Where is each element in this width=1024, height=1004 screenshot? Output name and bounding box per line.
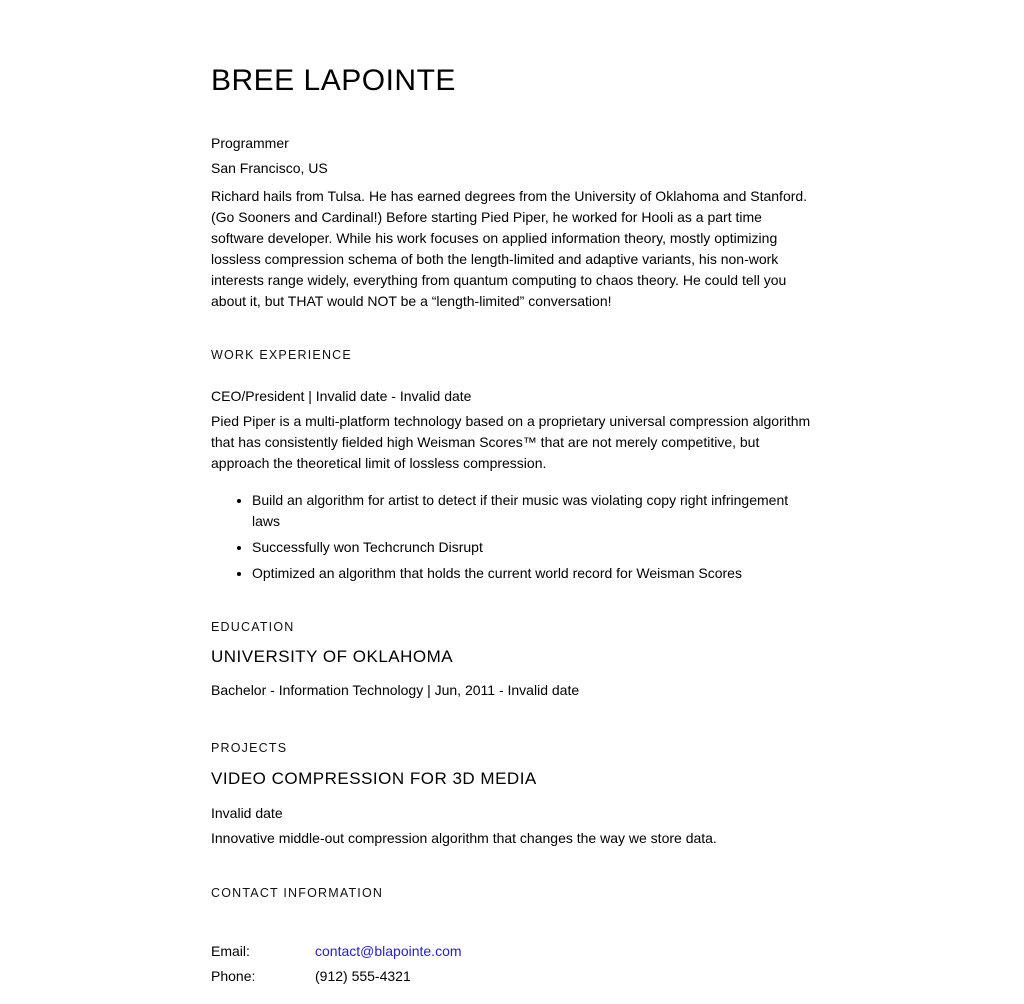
work-highlight-item: • Optimized an algorithm that holds the current world record for Weisman Scores: [252, 563, 812, 584]
section-work-experience: [211, 349, 812, 584]
projects-heading: PROJECTS: [211, 741, 288, 756]
project-date: Invalid date: [211, 805, 283, 822]
phone-label: Phone:: [211, 967, 256, 984]
phone-value: (912) 555-4321: [315, 967, 411, 984]
project-name: VIDEO COMPRESSION FOR 3D MEDIA: [211, 768, 537, 788]
contact-rows: [211, 939, 812, 989]
contact-phone-row: [211, 964, 812, 989]
project-description: Innovative middle-out compression algorithm that changes the way we store data.: [211, 830, 717, 847]
work-highlight-item: • Successfully won Techcrunch Disrupt: [252, 537, 812, 558]
work-experience-heading: WORK EXPERIENCE: [211, 348, 352, 362]
resume-role: Programmer: [211, 135, 289, 151]
work-description: Pied Piper is a multi-platform technology based on a proprietary universal compression algorithm that has consistently fielded high Weisman Scores™ that are not merely competitive, but approach the theoretical limit of lossless compression.: [211, 412, 811, 471]
resume-summary: Richard hails from Tulsa. He has earned degrees from the University of Oklahoma and Stanford. (Go Sooners and Cardinal!) Before starting Pied Piper, he worked for Hooli as a part time software developer. While his work focuses on applied information theory, mostly optimizing lossless compression schema of both the length-limited and adaptive variants, his non-work interests range widely, everything from quantum computing to chaos theory. He could tell you about it, but THAT would NOT be a “length-limited” conversation!: [211, 188, 808, 309]
resume-content: [211, 0, 812, 989]
resume-location: San Francisco, US: [211, 160, 328, 176]
section-contact-information: [211, 887, 812, 989]
resume-name: BREE LAPOINTE: [211, 64, 456, 97]
section-education: [211, 621, 812, 701]
education-heading: EDUCATION: [211, 619, 295, 634]
email-label: Email:: [211, 942, 250, 959]
section-projects: [211, 742, 812, 849]
contact-heading: CONTACT INFORMATION: [211, 886, 384, 901]
work-highlights-list: [211, 490, 812, 584]
contact-email-row: [211, 939, 812, 964]
work-highlight-item: • Build an algorithm for artist to detect if their music was violating copy right infringement laws: [252, 490, 812, 532]
work-position-line: CEO/President | Invalid date - Invalid date: [211, 387, 472, 404]
education-school-name: UNIVERSITY OF OKLAHOMA: [211, 647, 454, 666]
education-degree-line: Bachelor - Information Technology | Jun, 2011 - Invalid date: [211, 682, 580, 699]
email-link[interactable]: contact@blapointe.com: [315, 942, 462, 959]
